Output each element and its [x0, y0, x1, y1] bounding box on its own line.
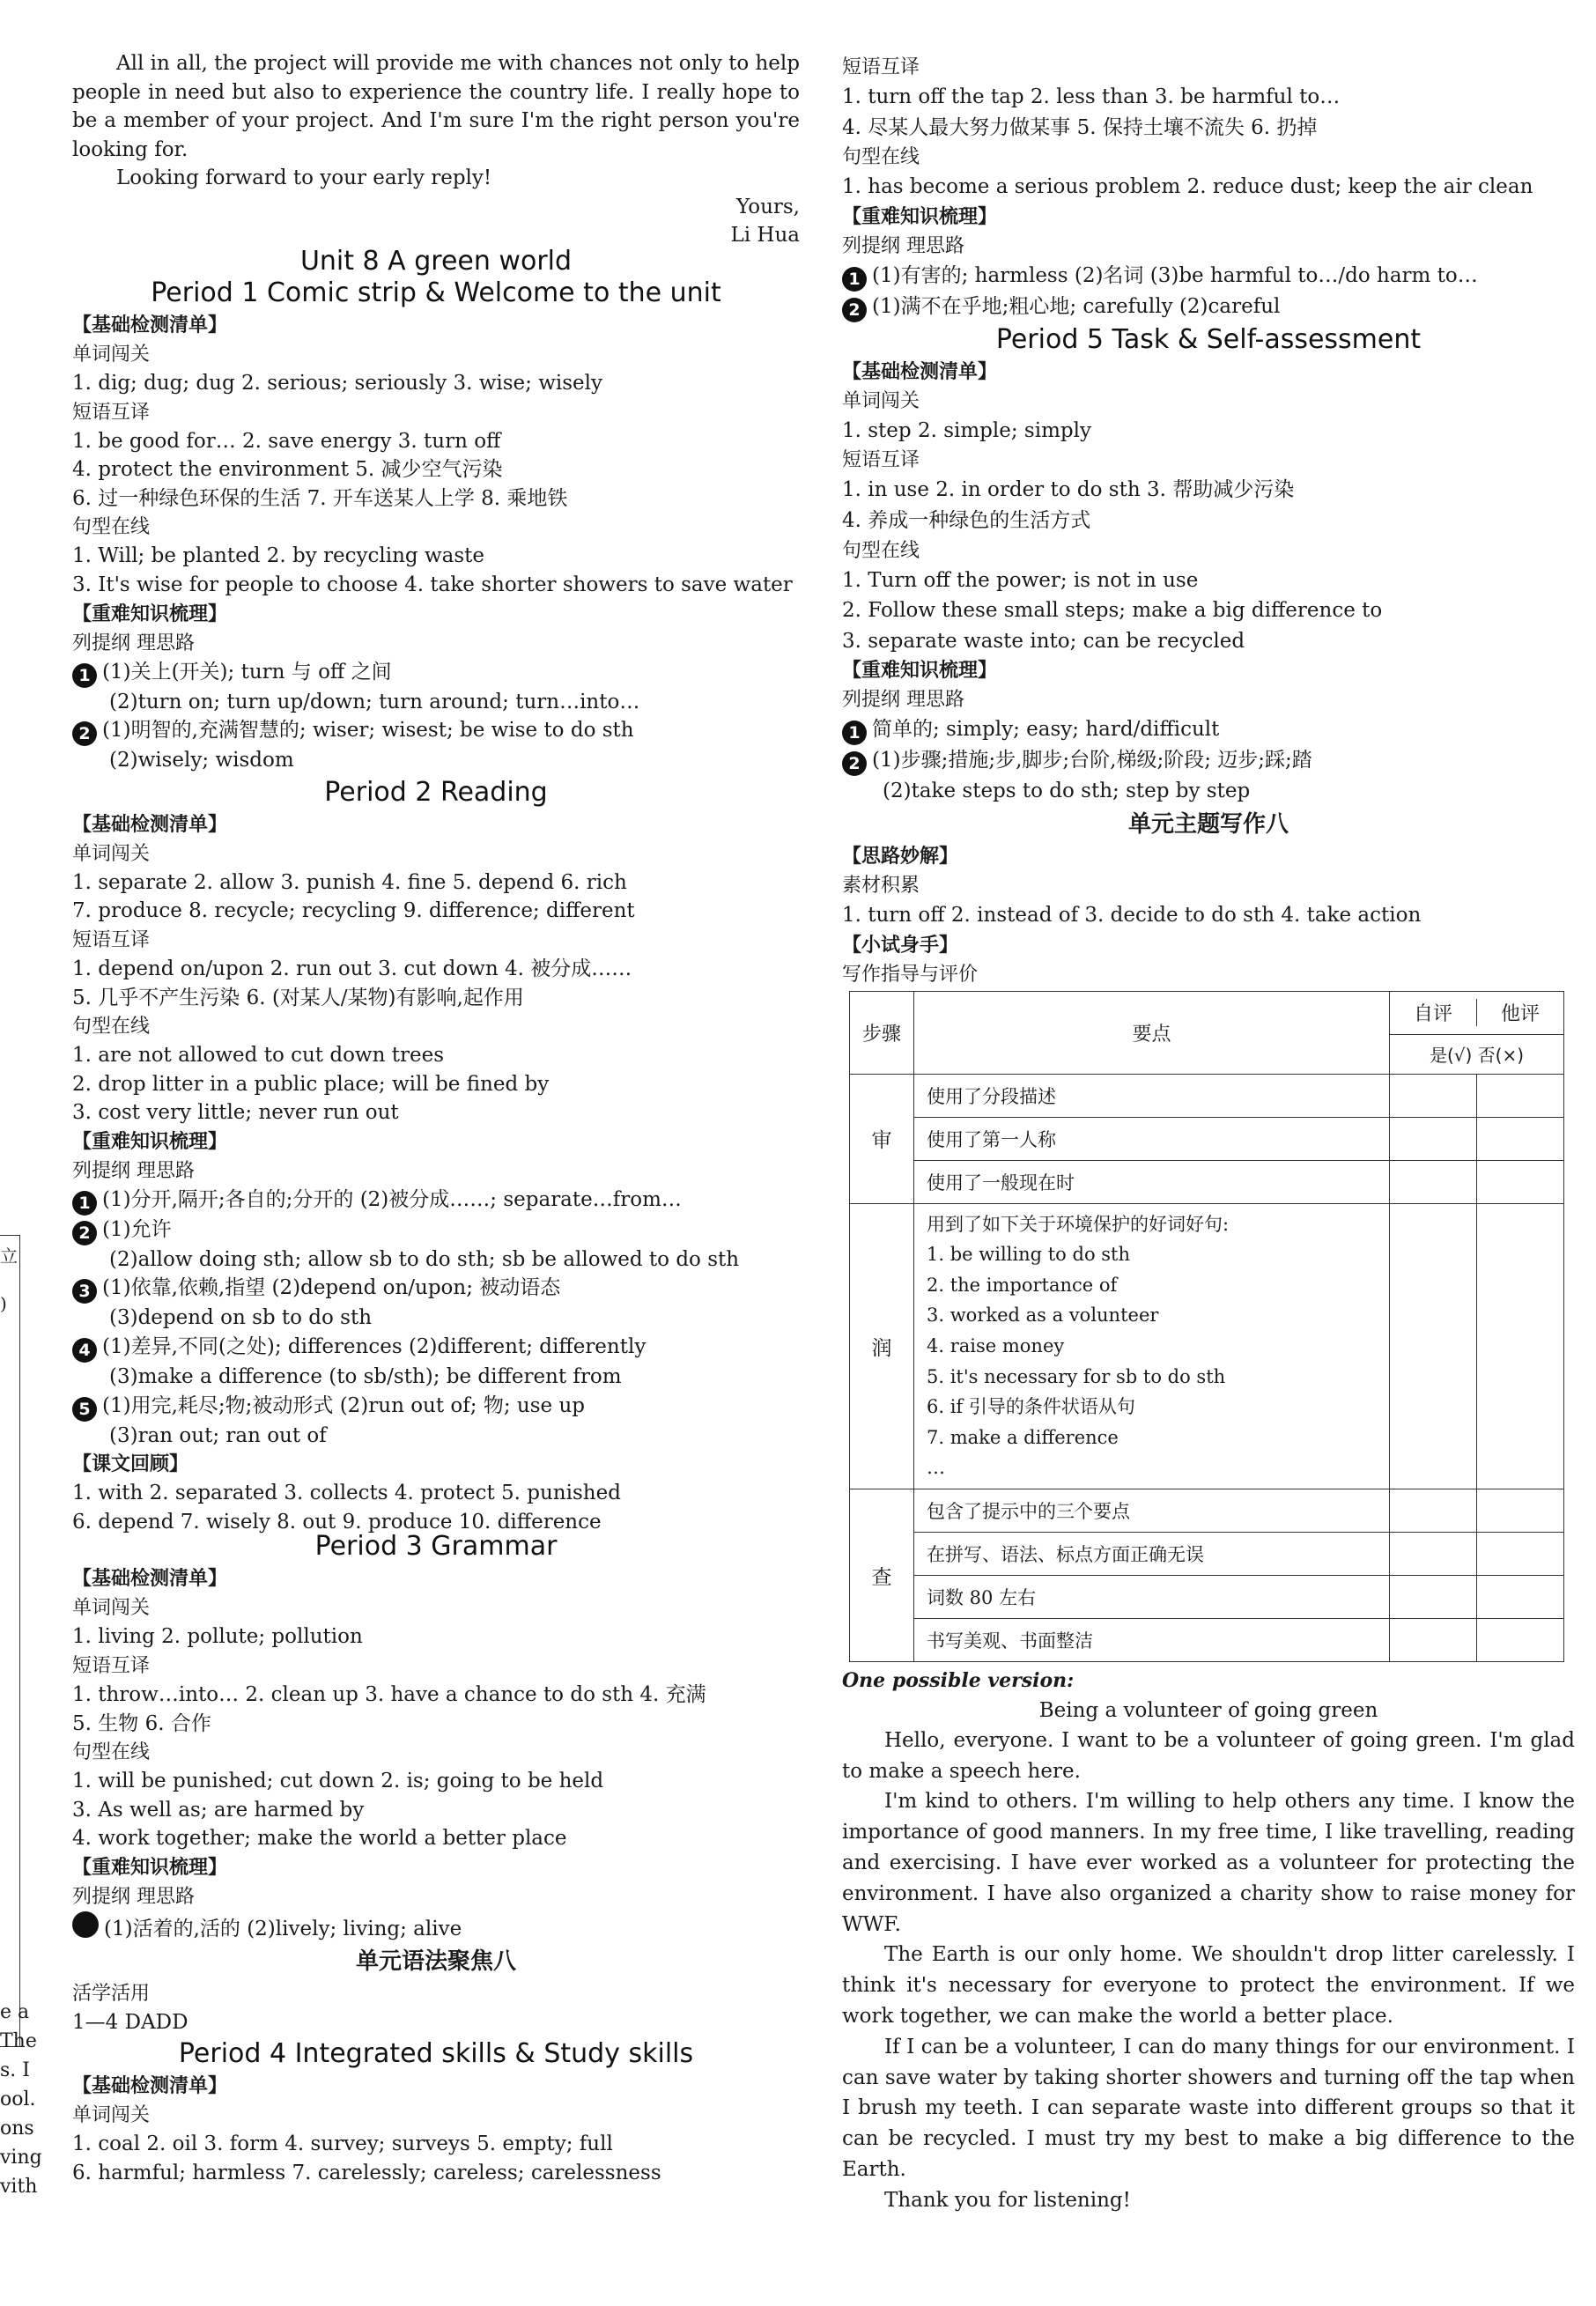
self-cell: [1390, 1203, 1477, 1489]
section-header: 【基础检测清单】: [72, 2075, 228, 2098]
knowledge-line: (3)ran out; ran out of: [109, 1423, 327, 1447]
knowledge-line: (3)depend on sb to do sth: [109, 1306, 373, 1330]
sample-label: One possible version:: [842, 1668, 1075, 1692]
answer-line: 6. depend 7. wisely 8. out 9. produce 10. difference: [72, 1510, 602, 1534]
answer-line: 3. separate waste into; can be recycled: [842, 629, 1245, 653]
subsection-header: 列提纲 理思路: [842, 234, 964, 257]
answer-line: 1. with 2. separated 3. collects 4. protect 5. punished: [72, 1482, 621, 1505]
period-title: Period 2 Reading: [324, 776, 548, 808]
answer-line: 1. turn off 2. instead of 3. decide to do sth 4. take action: [842, 903, 1422, 927]
subsection-header: 句型在线: [72, 1016, 151, 1038]
answer-line: 1. are not allowed to cut down trees: [72, 1044, 444, 1068]
answer-line: 4. protect the environment 5. 减少空气污染: [72, 458, 503, 482]
number-badge: 1: [72, 1191, 97, 1216]
subsection-header: 单词闯关: [72, 842, 151, 865]
number-badge: 2: [842, 751, 867, 776]
answer-line: 1. living 2. pollute; pollution: [72, 1625, 363, 1649]
knowledge-line: 2 (1)允许: [72, 1216, 800, 1245]
answer-line: 7. produce 8. recycle; recycling 9. difference; different: [72, 899, 635, 923]
edge-text: e a The s. I ool. ons ving vith: [0, 2001, 42, 2198]
writing-title: 单元主题写作八: [1127, 810, 1289, 838]
essay-paragraph: I'm kind to others. I'm willing to help others any time. I know the importance of good manners. In my free time, I like travelling, reading and exercising. I have ever worked as a volunteer for protecting the environment. I have also organized a charity show to raise money for WWF.: [842, 1790, 1575, 1936]
subsection-header: 短语互译: [842, 449, 920, 472]
table-header-self-peer: 自评 他评: [1390, 991, 1564, 1034]
answer-line: 1. be good for… 2. save energy 3. turn off: [72, 429, 501, 453]
knowledge-line: (2)wisely; wisdom: [109, 749, 294, 772]
self-cell: [1390, 1489, 1477, 1532]
peer-cell: [1477, 1489, 1564, 1532]
subsection-header: 短语互译: [72, 401, 151, 424]
answer-line: 1. coal 2. oil 3. form 4. survey; surveys 5. empty; full: [72, 2132, 613, 2156]
knowledge-line: 1 (1)有害的; harmless (2)名词 (3)be harmful to…/do harm to…: [842, 261, 1575, 292]
section-header: 【重难知识梳理】: [72, 1130, 228, 1153]
answer-line: 1. Will; be planted 2. by recycling waste: [72, 544, 485, 568]
period-title: Period 5 Task & Self-assessment: [995, 323, 1422, 355]
subsection-header: 写作指导与评价: [842, 963, 979, 986]
subsection-header: 句型在线: [842, 146, 920, 169]
self-cell: [1390, 1074, 1477, 1117]
section-header: 【基础检测清单】: [72, 813, 228, 836]
number-badge: 2: [72, 1221, 97, 1245]
table-point: 在拼写、语法、标点方面正确无误: [914, 1532, 1390, 1575]
table-point: 使用了一般现在时: [914, 1160, 1390, 1203]
answer-line: 3. It's wise for people to choose 4. take shorter showers to save water: [72, 573, 793, 596]
section-header: 【重难知识梳理】: [842, 205, 998, 228]
subsection-header: 单词闯关: [72, 2104, 151, 2127]
answer-line: 1. step 2. simple; simply: [842, 418, 1091, 442]
self-cell: [1390, 1618, 1477, 1661]
knowledge-line: (1)活着的,活的 (2)lively; living; alive: [72, 1911, 800, 1944]
essay-paragraph: Hello, everyone. I want to be a volunteer of going green. I'm glad to make a speech here.: [842, 1728, 1575, 1783]
knowledge-line: 1 简单的; simply; easy; hard/difficult: [842, 714, 1575, 745]
answer-line: 1. has become a serious problem 2. reduce dust; keep the air clean: [842, 175, 1533, 199]
period-title: Period 1 Comic strip & Welcome to the unit: [151, 277, 721, 308]
knowledge-line: (2)turn on; turn up/down; turn around; turn…into…: [109, 690, 640, 713]
subsection-header: 列提纲 理思路: [842, 689, 964, 712]
answer-line: 1—4 DADD: [72, 2010, 188, 2034]
number-badge: 1: [842, 267, 867, 292]
subsection-header: 句型在线: [72, 516, 151, 539]
section-header: 【重难知识梳理】: [72, 602, 228, 625]
answer-line: 4. 尽某人最大努力做某事 5. 保持土壤不流失 6. 扔掉: [842, 115, 1318, 139]
blank-number-badge: [72, 1911, 99, 1938]
answer-line: 2. Follow these small steps; make a big difference to: [842, 599, 1383, 623]
answer-line: 6. harmful; harmless 7. carelessly; careless; carelessness: [72, 2161, 661, 2184]
self-cell: [1390, 1575, 1477, 1618]
letter-closing: Yours,: [736, 195, 800, 218]
subsection-header: 单词闯关: [72, 343, 151, 366]
number-badge: 1: [72, 663, 97, 688]
table-header-yes-no: 是(√) 否(×): [1390, 1034, 1564, 1074]
knowledge-line: (2)take steps to do sth; step by step: [883, 780, 1251, 803]
answer-line: 5. 几乎不产生污染 6. (对某人/某物)有影响,起作用: [72, 986, 524, 1009]
subsection-header: 短语互译: [72, 928, 151, 951]
letter-paragraph: All in all, the project will provide me with chances not only to help people in need but also to experience the country life. I really hope to be a member of your project. And I'm sure I'm the right person you're looking for.: [72, 52, 800, 161]
knowledge-line: 2 (1)步骤;措施;步,脚步;台阶,梯级;阶段; 迈步;踩;踏: [842, 745, 1575, 776]
answer-line: 1. turn off the tap 2. less than 3. be harmful to…: [842, 85, 1341, 108]
edge-text: 立: [0, 1245, 18, 1267]
writing-evaluation-table: [849, 991, 1564, 1662]
knowledge-line: 4 (1)差异,不同(之处); differences (2)different; differently: [72, 1333, 800, 1363]
answer-line: 4. 养成一种绿色的生活方式: [842, 508, 1091, 532]
number-badge: 4: [72, 1338, 97, 1363]
subsection-header: 句型在线: [72, 1741, 151, 1764]
answer-line: 1. throw…into… 2. clean up 3. have a chance to do sth 4. 充满: [72, 1683, 706, 1707]
section-header: 【重难知识梳理】: [842, 660, 998, 683]
answer-line: 1. in use 2. in order to do sth 3. 帮助减少污染: [842, 478, 1295, 502]
self-cell: [1390, 1532, 1477, 1575]
subsection-header: 短语互译: [842, 56, 920, 78]
self-cell: [1390, 1117, 1477, 1160]
table-point: 书写美观、书面整洁: [914, 1618, 1390, 1661]
peer-cell: [1477, 1203, 1564, 1489]
table-header-point: 要点: [914, 991, 1390, 1074]
grammar-focus-title: 单元语法聚焦八: [355, 1948, 516, 1975]
peer-cell: [1477, 1117, 1564, 1160]
number-badge: 3: [72, 1279, 97, 1304]
number-badge: 1: [842, 721, 867, 745]
unit-title: Unit 8 A green world: [299, 245, 573, 277]
number-badge: 5: [72, 1397, 97, 1422]
edge-text: ): [0, 1293, 7, 1314]
answer-line: 1. separate 2. allow 3. punish 4. fine 5. depend 6. rich: [72, 870, 627, 894]
answer-line: 6. 过一种绿色环保的生活 7. 开车送某人上学 8. 乘地铁: [72, 486, 568, 510]
right-column: [842, 53, 1575, 2216]
answer-line: 5. 生物 6. 合作: [72, 1711, 211, 1735]
section-header: 【基础检测清单】: [842, 360, 998, 383]
answer-line: 3. As well as; are harmed by: [72, 1798, 365, 1822]
number-badge: 2: [842, 298, 867, 322]
peer-cell: [1477, 1074, 1564, 1117]
table-point: 使用了第一人称: [914, 1117, 1390, 1160]
section-header: 【基础检测清单】: [72, 314, 228, 336]
knowledge-line: 3 (1)依靠,依赖,指望 (2)depend on/upon; 被动语态: [72, 1274, 800, 1304]
subsection-header: 列提纲 理思路: [72, 1159, 195, 1182]
step-review: 审: [850, 1074, 914, 1203]
essay-paragraph: If I can be a volunteer, I can do many things for our environment. I can save water by taking shorter showers and turning off the tap when I brush my teeth. I can separate waste into different groups so that it can be recycled. I must try my best to make a big difference to the Earth.: [842, 2035, 1575, 2182]
knowledge-line: 1 (1)分开,隔开;各自的;分开的 (2)被分成……; separate…from…: [72, 1186, 800, 1216]
knowledge-line: 1 (1)关上(开关); turn 与 off 之间: [72, 658, 800, 688]
step-check: 查: [850, 1489, 914, 1661]
section-header: 【课文回顾】: [72, 1453, 189, 1476]
essay-paragraph: Thank you for listening!: [884, 2188, 1131, 2212]
answer-line: 1. dig; dug; dug 2. serious; seriously 3. wise; wisely: [72, 371, 603, 395]
section-header: 【小试身手】: [842, 934, 959, 957]
answer-line: 1. will be punished; cut down 2. is; going to be held: [72, 1770, 604, 1793]
left-column: [72, 49, 800, 2187]
number-badge: 2: [72, 721, 97, 746]
period-title: Period 4 Integrated skills & Study skills: [178, 2038, 694, 2070]
subsection-header: 单词闯关: [72, 1597, 151, 1620]
step-polish: 润: [850, 1203, 914, 1489]
subsection-header: 短语互译: [72, 1655, 151, 1678]
subsection-header: 列提纲 理思路: [72, 632, 195, 654]
letter-paragraph: Looking forward to your early reply!: [116, 166, 492, 190]
answer-line: 1. depend on/upon 2. run out 3. cut down 4. 被分成……: [72, 957, 632, 980]
answer-line: 3. cost very little; never run out: [72, 1101, 399, 1125]
peer-cell: [1477, 1618, 1564, 1661]
self-cell: [1390, 1160, 1477, 1203]
clipped-table-border: [0, 1235, 20, 2047]
essay-paragraph: The Earth is our only home. We shouldn't drop litter carelessly. I think it's necessary for everyone to protect the environment. If we work together, we can make the world a better place.: [842, 1943, 1575, 2029]
knowledge-line: (3)make a difference (to sb/sth); be different from: [109, 1365, 622, 1389]
knowledge-line: (2)allow doing sth; allow sb to do sth; sb be allowed to do sth: [109, 1247, 740, 1271]
answer-line: 1. Turn off the power; is not in use: [842, 568, 1199, 592]
subsection-header: 素材积累: [842, 874, 920, 897]
period-title: Period 3 Grammar: [314, 1531, 558, 1563]
knowledge-line: 2 (1)满不在乎地;粗心地; carefully (2)careful: [842, 292, 1575, 322]
knowledge-line: 2 (1)明智的,充满智慧的; wiser; wisest; be wise to do sth: [72, 716, 800, 746]
peer-cell: [1477, 1532, 1564, 1575]
section-header: 【重难知识梳理】: [72, 1857, 228, 1879]
subsection-header: 活学活用: [72, 1982, 151, 2005]
table-header-step: 步骤: [850, 991, 914, 1074]
answer-line: 2. drop litter in a public place; will be fined by: [72, 1072, 550, 1096]
table-point: 包含了提示中的三个要点: [914, 1489, 1390, 1532]
knowledge-line: 5 (1)用完,耗尽;物;被动形式 (2)run out of; 物; use up: [72, 1392, 800, 1422]
peer-cell: [1477, 1160, 1564, 1203]
answer-line: 4. work together; make the world a better place: [72, 1827, 567, 1851]
subsection-header: 列提纲 理思路: [72, 1886, 195, 1908]
table-point: 词数 80 左右: [914, 1575, 1390, 1618]
section-header: 【基础检测清单】: [72, 1568, 228, 1591]
letter-signature: Li Hua: [730, 223, 800, 247]
section-header: 【思路妙解】: [842, 845, 959, 868]
subsection-header: 单词闯关: [842, 389, 920, 412]
table-point: 使用了分段描述: [914, 1074, 1390, 1117]
essay-title: Being a volunteer of going green: [1038, 1698, 1378, 1722]
peer-cell: [1477, 1575, 1564, 1618]
subsection-header: 句型在线: [842, 539, 920, 562]
table-point-list: 用到了如下关于环境保护的好词好句: 1. be willing to do sth 2. the importance of 3. worked as a volunteer 4. raise money 5. it's necessary for sb to do sth 6. if 引导的条件状语从句 7. make a difference …: [914, 1203, 1390, 1489]
